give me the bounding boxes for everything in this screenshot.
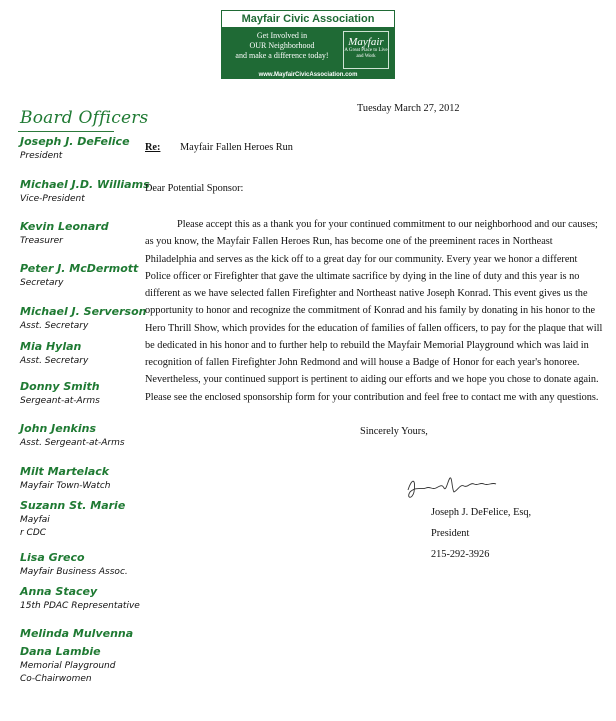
officer-name: Lisa Greco xyxy=(20,551,85,564)
officer-entry xyxy=(20,340,88,366)
header-banner xyxy=(221,10,395,78)
officer-role: Mayfai xyxy=(20,515,50,525)
re-label: Re: xyxy=(145,142,161,153)
officer-name: Dana Lambie xyxy=(20,645,101,658)
re-subject: Mayfair Fallen Heroes Run xyxy=(180,142,293,153)
officer-role: Mayfair Business Assoc. xyxy=(20,567,128,577)
tagline-line-1: Get Involved in xyxy=(256,31,308,40)
banner-tagline xyxy=(227,31,337,61)
officer-entry xyxy=(20,627,133,640)
officer-entry xyxy=(20,305,146,331)
officer-name: Donny Smith xyxy=(20,380,100,393)
officer-entry xyxy=(20,380,100,406)
officer-role: Asst. Secretary xyxy=(20,321,89,331)
officer-name: Michael J. Serverson xyxy=(20,305,147,318)
officer-role: Vice-President xyxy=(20,194,85,204)
tagline-line-3: and make a difference today! xyxy=(235,51,329,60)
officer-name: Anna Stacey xyxy=(20,585,98,598)
officer-role: Mayfair Town-Watch xyxy=(20,481,111,491)
banner-body xyxy=(221,27,395,71)
officer-entry xyxy=(20,135,130,161)
logo-subtext: A Great Place to Live and Work xyxy=(344,48,388,59)
logo-word: Mayfair xyxy=(348,36,384,48)
officer-role: Asst. Secretary xyxy=(20,356,89,366)
officer-name: Melinda Mulvenna xyxy=(20,627,134,640)
officer-entry xyxy=(20,645,115,684)
mayfair-logo xyxy=(343,31,389,69)
officer-role-line-2: Co-Chairwomen xyxy=(20,674,92,684)
letter-body: Please accept this as a thank you for your continued commitment to our neighborhood and our causes; as you know, the Mayfair Fallen Heroes Run, has become one of the preeminent races in Northeast Philadelphia and serves as the kick off to a great day for our community. Every year we honor a different Police officer or Firefighter that gave the ultimate sacrifice by dying in the line of duty and this year is no different as we have selected fallen Firefighter and Northeast native Joseph Konrad. This event gives us the opportunity to honor and recognize the commitment of Konrad and his family by donating in his honor to the Hero Thrill Show, which provides for the education of families of fallen officers, to pay for the plaque that will be dedicated in his honor and to further help to rebuild the Mayfair Memorial Playground which was laid in recognition of fallen Firefighter John Redmond and will house a Badge of Honor for each year's honoree. Nevertheless, your continued support is pertinent to aiding our efforts and we hope you chose to donate again. Please see the enclosed sponsorship form for your contribution and feel free to contact me with any questions. xyxy=(145,219,603,403)
officer-entry xyxy=(20,551,128,577)
officer-name: Peter J. McDermott xyxy=(20,262,139,275)
officer-entry xyxy=(20,465,111,491)
officer-name: John Jenkins xyxy=(20,422,96,435)
officer-entry xyxy=(20,178,150,204)
org-name: Mayfair Civic Association xyxy=(221,10,395,27)
tagline-line-2: OUR Neighborhood xyxy=(249,41,315,50)
officer-entry xyxy=(20,422,125,448)
officer-name: Joseph J. DeFelice xyxy=(20,135,130,148)
officer-role: Secretary xyxy=(20,278,64,288)
officer-entry xyxy=(20,262,138,288)
officer-role-line-2: r CDC xyxy=(20,528,47,538)
officer-role: Asst. Sergeant-at-Arms xyxy=(20,438,125,448)
officer-role: Sergeant-at-Arms xyxy=(20,396,100,406)
officer-entry xyxy=(20,220,109,246)
sidebar-divider xyxy=(18,131,114,132)
officer-name: Suzann St. Marie xyxy=(20,499,126,512)
officer-role: 15th PDAC Representative xyxy=(20,601,140,611)
officer-role: Treasurer xyxy=(20,236,63,246)
letter-date: Tuesday March 27, 2012 xyxy=(357,103,460,114)
officer-name: Mia Hylan xyxy=(20,340,82,353)
signer-phone: 215-292-3926 xyxy=(431,549,490,560)
officer-entry xyxy=(20,499,125,538)
closing: Sincerely Yours, xyxy=(360,426,428,437)
officer-name: Milt Martelack xyxy=(20,465,110,478)
signature-image xyxy=(402,470,502,504)
signer-name: Joseph J. DeFelice, Esq, xyxy=(431,507,532,518)
sidebar-title: Board Officers xyxy=(20,108,149,128)
website-url: www.MayfairCivicAssociation.com xyxy=(221,71,395,79)
signer-title: President xyxy=(431,528,470,539)
officer-name: Michael J.D. Williams xyxy=(20,178,150,191)
officer-name: Kevin Leonard xyxy=(20,220,109,233)
officer-role: President xyxy=(20,151,63,161)
officer-entry xyxy=(20,585,140,611)
officer-role: Memorial Playground xyxy=(20,661,116,671)
salutation: Dear Potential Sponsor: xyxy=(145,183,244,194)
